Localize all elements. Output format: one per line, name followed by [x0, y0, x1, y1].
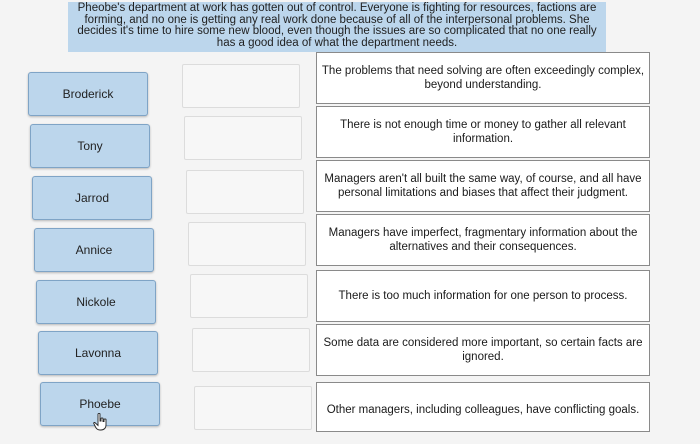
drop-target-5[interactable]	[190, 274, 308, 318]
description-4: Managers have imperfect, fragmentary information about the alternatives and their consequences.	[316, 214, 650, 266]
description-1: The problems that need solving are often exceedingly complex, beyond understanding.	[316, 52, 650, 104]
name-tile-tony[interactable]: Tony	[30, 124, 150, 168]
name-tile-jarrod[interactable]: Jarrod	[32, 176, 152, 220]
name-tile-phoebe[interactable]: Phoebe	[40, 382, 160, 426]
description-5: There is too much information for one person to process.	[316, 270, 650, 322]
description-3: Managers aren't all built the same way, of course, and all have personal limitations and biases that affect their judgment.	[316, 160, 650, 212]
name-tile-broderick[interactable]: Broderick	[28, 72, 148, 116]
name-tile-lavonna[interactable]: Lavonna	[38, 331, 158, 375]
drop-target-2[interactable]	[184, 116, 302, 160]
hand-pointer-icon	[93, 413, 109, 431]
drop-target-3[interactable]	[186, 170, 304, 214]
drop-target-4[interactable]	[188, 222, 306, 266]
name-tile-nickole[interactable]: Nickole	[36, 280, 156, 324]
description-6: Some data are considered more important, so certain facts are ignored.	[316, 324, 650, 376]
drop-target-7[interactable]	[194, 386, 312, 430]
drop-target-6[interactable]	[192, 328, 310, 372]
name-tile-annice[interactable]: Annice	[34, 228, 154, 272]
description-2: There is not enough time or money to gather all relevant information.	[316, 106, 650, 158]
question-prompt: Pheobe's department at work has gotten out of control. Everyone is fighting for resources, factions are forming, and no one is getting any real work done because of all of the interpersonal problems. She decides it's time to hire some new blood, even though the issues are so complicated that no one really has a good idea of what the department needs.	[68, 2, 606, 52]
drop-target-1[interactable]	[182, 64, 300, 108]
description-7: Other managers, including colleagues, have conflicting goals.	[316, 382, 650, 432]
